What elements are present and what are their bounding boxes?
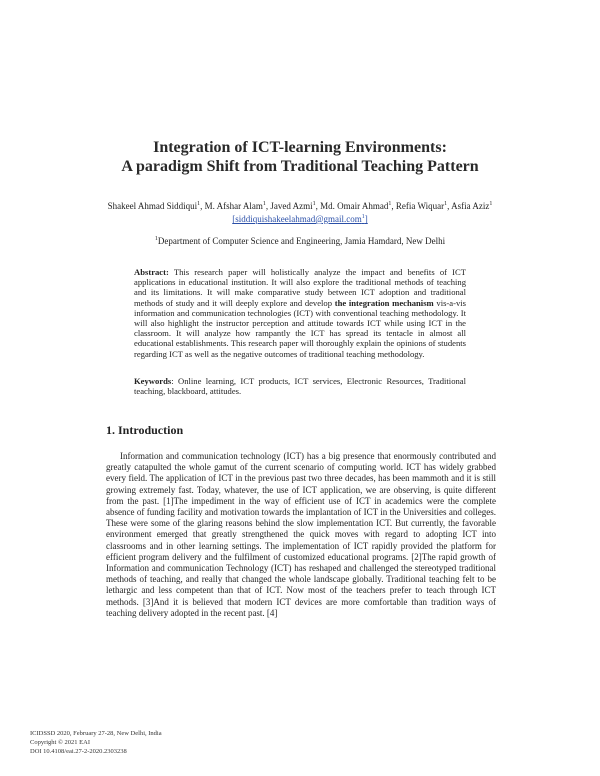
abstract-bold-phrase: the integration mechanism [334, 297, 434, 308]
keywords-text: : Online learning, ICT products, ICT services, Electronic Resources, Traditional teaching, blackboard, attitudes. [134, 376, 466, 397]
author-affil-mark: 1 [444, 201, 448, 207]
author-names: Shakeel Ahmad Siddiqui$^1$, M. Afshar Alam$^1$, Javed Azmi$^1$, Md. Omair Ahmad$^1$, Refia Wiquar$^1$, Asfia Aziz$^1$ [107, 201, 493, 211]
paper-title [0, 138, 600, 176]
author-name: Javed Azmi [270, 201, 313, 211]
author-affil-mark: 1 [197, 201, 201, 207]
author-name: M. Afshar Alam [204, 201, 263, 211]
author-name: Refia Wiquar [395, 201, 445, 211]
affiliation-text: Department of Computer Science and Engineering, Jamia Hamdard, New Delhi [157, 236, 446, 246]
author-list [60, 199, 540, 225]
intro-paragraph: Information and communication technology (ICT) has a big presence that enormously contributed and greatly catapulted the whole gamut of the current scenario of computing world. ICT has widely grabbed every field. The application of ICT in the previous past two three decades, has been mammoth and it is still growing extremely fast. Today, whatever, the use of ICT application, we are observing, is quite different from the past. [1]The impediment in the way of efficient use of ICT in academics were the complete absence of funding facility and motivation towards the implantation of ICT in the Universities and colleges. These were some of the glaring reasons behind the slow implementation ICT. But currently, the favorable environment emerged that greatly strengthened the quick moves with regard to adopting ICT into classrooms and in other learning settings. The implementation of ICT rapidly provided the platform for efficient program delivery and the fulfilment of customized educational programs. [2]The rapid growth of Information and communication Technology (ICT) has reshaped and challenged the stereotyped traditional methods of teaching, and really that changed the whole landscape globally. Traditional teaching felt to be lethargic and less competent than that of ICT. Now most of the teachers prefer to teach through ICT methods. [3]And it is believed that modern ICT devices are more comfortable than tradition ways of teaching delivery adopted in the recent past. [4] [106, 451, 496, 618]
email-bracket: ] [364, 214, 368, 224]
section-heading: 1. Introduction [106, 423, 184, 437]
author-affil-mark: 1 [388, 201, 392, 207]
abstract [134, 267, 466, 359]
keywords-label: Keywords [134, 376, 172, 386]
author-affil-mark: 1 [312, 201, 316, 207]
author-email-link[interactable] [232, 214, 368, 224]
abstract-text-2: vis-a-vis information and communication technologies (ICT) with conventional teaching methodology. It will also highlight the instructor perception and attitude towards ICT while using ICT in the classroom. It will analyze how rampantly the ICT has spread its tentacle in almost all educational establishments. This research paper will thoroughly explain the opinions of students regarding ICT as well as the negative outcomes of traditional teaching methodology. [134, 297, 466, 359]
author-name: Asfia Aziz [451, 201, 490, 211]
author-affil-mark: 1 [262, 201, 266, 207]
affiliation [60, 236, 540, 246]
footer-doi: DOI 10.4108/eai.27-2-2020.2303238 [30, 748, 127, 755]
author-name: Md. Omair Ahmad [320, 201, 389, 211]
keywords [134, 376, 466, 396]
affiliation-mark: 1 [154, 236, 158, 242]
footer-copyright: Copyright © 2021 EAI [30, 739, 91, 746]
title-line-2: A paradigm Shift from Traditional Teaching Pattern [121, 158, 479, 175]
footer-conference: ICIDSSD 2020, February 27-28, New Delhi, India [30, 730, 162, 737]
author-email[interactable]: [siddiquishakeelahmad@gmail.com [232, 214, 362, 224]
author-name: Shakeel Ahmad Siddiqui [107, 201, 198, 211]
email-affil-mark: 1 [361, 214, 365, 220]
author-affil-mark: 1 [489, 201, 493, 207]
page-footer [30, 729, 162, 756]
abstract-label: Abstract: [134, 267, 169, 277]
abstract-text-1: This research paper will holistically analyze the impact and benefits of ICT applications in educational institution. It will also explore the traditional methods of teaching and its limitations. It will make comparative study between ICT adoption and traditional methods of study and it will deeply explore and develop [134, 267, 466, 308]
author-email-line [60, 212, 540, 225]
title-line-1: Integration of ICT-learning Environments: [153, 139, 447, 156]
